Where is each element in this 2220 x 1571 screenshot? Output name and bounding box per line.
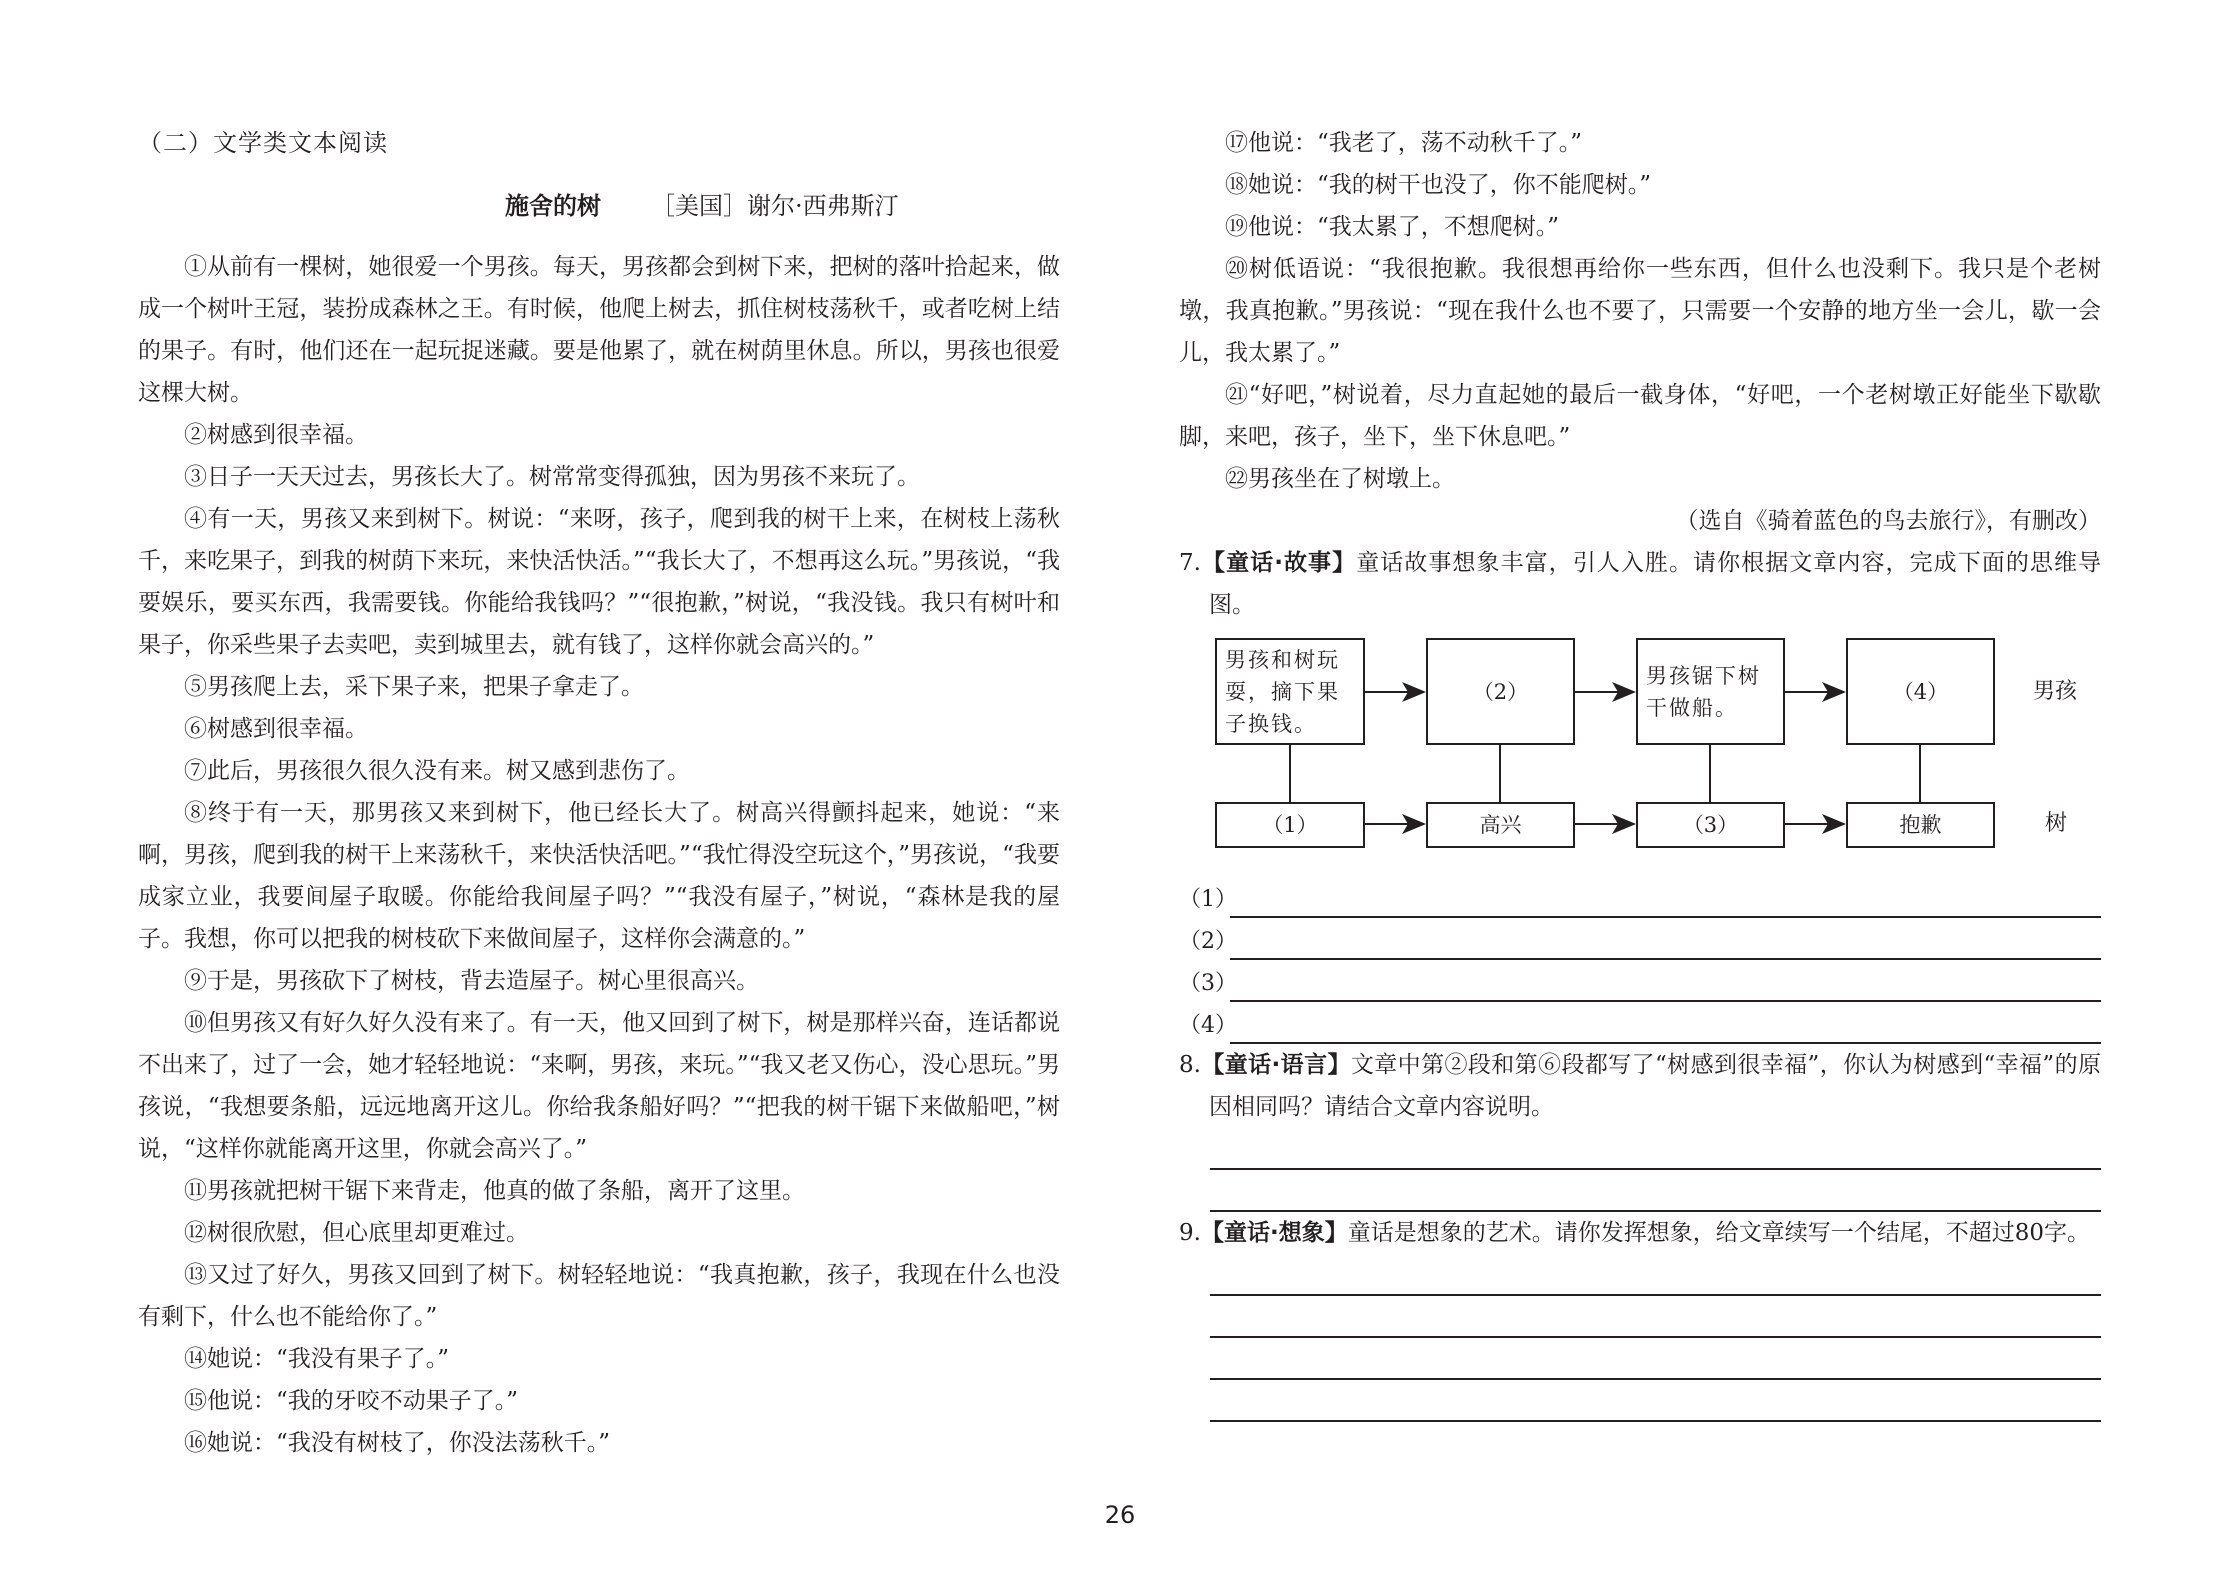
question-text: 童话故事想象丰富，引人入胜。请你根据文章内容，完成下面的思维导图。: [1209, 550, 2102, 618]
mindmap-tree-box-3: （3）: [1636, 802, 1785, 848]
paragraph: ㉑“好吧，”树说着，尽力直起她的最后一截身体，“好吧，一个老树墩正好能坐下歇歇脚，来吧，孩子，坐下，坐下休息吧。”: [1179, 382, 2101, 450]
question-number: 8.: [1179, 1052, 1201, 1078]
question-tag: 【童话·语言】: [1200, 1052, 1351, 1078]
paragraph: ⑪男孩就把树干锯下来背走，他真的做了条船，离开了这里。: [184, 1178, 805, 1204]
answer-line-q8-2[interactable]: [1210, 1170, 2101, 1212]
paragraph: ⑱她说：“我的树干也没了，你不能爬树。”: [1225, 172, 1652, 198]
paragraph: ④有一天，男孩又来到树下。树说：“来呀，孩子，爬到我的树干上来，在树枝上荡秋千，来吃果子，到我的树荫下来玩，来快活快活。”“我长大了，不想再这么玩。”男孩说，“我要娱乐，要买东西，我需要钱。你能给我钱吗？”“很抱歉，”树说，“我没钱。我只有树叶和果子，你采些果子去卖吧，卖到城里去，就有钱了，这样你就会高兴的。”: [138, 506, 1060, 658]
answer-line-1[interactable]: [1230, 886, 2101, 918]
paragraph: ㉒男孩坐在了树墩上。: [1225, 466, 1455, 492]
paragraph: ⑭她说：“我没有果子了。”: [184, 1346, 450, 1372]
question-text: 文章中第②段和第⑥段都写了“树感到很幸福”，你认为树感到“幸福”的原因相同吗？请结合文章内容说明。: [1209, 1052, 2101, 1120]
answer-label-1: （1）: [1179, 887, 1237, 912]
question-number: 9.: [1179, 1220, 1201, 1246]
answer-rows: [1179, 876, 2101, 1044]
paragraph: ③日子一天天过去，男孩长大了。树常常变得孤独，因为男孩不来玩了。: [184, 464, 920, 490]
mindmap: [1179, 638, 2101, 848]
paragraph: ⑮他说：“我的牙咬不动果子了。”: [184, 1388, 519, 1414]
question-tag: 【童话·想象】: [1200, 1220, 1348, 1246]
answer-line-4[interactable]: [1230, 1012, 2101, 1044]
page-number: 26: [1104, 1501, 1136, 1529]
question-8: [1179, 1044, 2101, 1128]
answer-line-q8-1[interactable]: [1210, 1128, 2101, 1170]
question-number: 7.: [1179, 550, 1201, 576]
article-right-column: [1179, 122, 2101, 1422]
mindmap-boy-box-1: 男孩和树玩耍，摘下果子换钱。: [1215, 638, 1365, 745]
answer-line-2[interactable]: [1230, 928, 2101, 960]
answer-row-3: [1179, 960, 2101, 1002]
paragraph: ⑲他说：“我太累了，不想爬树。”: [1225, 214, 1560, 240]
paragraph: ⑬又过了好久，男孩又回到了树下。树轻轻地说：“我真抱歉，孩子，我现在什么也没有剩下，什么也不能给你了。”: [138, 1262, 1060, 1330]
answer-line-3[interactable]: [1230, 970, 2101, 1002]
paragraph: ⑯她说：“我没有树枝了，你没法荡秋千。”: [184, 1430, 611, 1456]
paragraph: ②树感到很幸福。: [184, 422, 368, 448]
answer-label-2: （2）: [1179, 929, 1237, 954]
answer-label-4: （4）: [1179, 1013, 1237, 1038]
paragraph: ⑤男孩爬上去，采下果子来，把果子拿走了。: [184, 674, 644, 700]
answer-line-q9-1[interactable]: [1210, 1254, 2101, 1296]
paragraph: ⑨于是，男孩砍下了树枝，背去造屋子。树心里很高兴。: [184, 968, 759, 994]
answer-label-3: （3）: [1179, 971, 1237, 996]
paragraph: ⑧终于有一天，那男孩又来到树下，他已经长大了。树高兴得颤抖起来，她说：“来啊，男孩，爬到我的树干上来荡秋千，来快活快活吧。”“我忙得没空玩这个，”男孩说，“我要成家立业，我要间屋子取暖。你能给我间屋子吗？”“我没有屋子，”树说，“森林是我的屋子。我想，你可以把我的树枝砍下来做间屋子，这样你会满意的。”: [138, 800, 1060, 952]
question-tag: 【童话·故事】: [1200, 550, 1357, 576]
paragraph: ⑳树低语说：“我很抱歉。我很想再给你一些东西，但什么也没剩下。我只是个老树墩，我真抱歉。”男孩说：“现在我什么也不要了，只需要一个安静的地方坐一会儿，歇一会儿，我太累了。”: [1179, 256, 2101, 366]
mindmap-boy-box-4: （4）: [1846, 638, 1995, 745]
mindmap-tree-label: 树: [2045, 811, 2068, 836]
question-9: [1179, 1212, 2101, 1254]
mindmap-tree-box-1: （1）: [1215, 802, 1365, 848]
answer-row-2: [1179, 918, 2101, 960]
mindmap-tree-box-4: 抱歉: [1846, 802, 1995, 848]
paragraph: ⑥树感到很幸福。: [184, 716, 368, 742]
paragraph: ⑫树很欣慰，但心底里却更难过。: [184, 1220, 529, 1246]
question-text: 童话是想象的艺术。请你发挥想象，给文章续写一个结尾，不超过80字。: [1347, 1220, 2090, 1246]
paragraph: ⑦此后，男孩很久很久没有来。树又感到悲伤了。: [184, 758, 690, 784]
mindmap-boy-box-2: （2）: [1426, 638, 1575, 745]
article-source: （选自《骑着蓝色的鸟去旅行》，有删改）: [1675, 508, 2101, 534]
section-heading: （二）文学类文本阅读: [138, 129, 388, 157]
paragraph: ⑰他说：“我老了，荡不动秋千了。”: [1225, 130, 1583, 156]
mindmap-boy-box-3: 男孩锯下树干做船。: [1636, 638, 1785, 745]
answer-line-q9-2[interactable]: [1210, 1296, 2101, 1338]
article-header: [505, 185, 899, 227]
article-title: 施舍的树: [505, 192, 601, 220]
answer-row-4: [1179, 1002, 2101, 1044]
answer-line-q9-3[interactable]: [1210, 1338, 2101, 1380]
mindmap-tree-box-2: 高兴: [1426, 802, 1575, 848]
question-7: [1179, 542, 2101, 626]
article-left-column: [138, 246, 1060, 1464]
mindmap-boy-label: 男孩: [2033, 679, 2078, 704]
paragraph: ⑩但男孩又有好久好久没有来了。有一天，他又回到了树下，树是那样兴奋，连话都说不出来了，过了一会，她才轻轻地说：“来啊，男孩，来玩。”“我又老又伤心，没心思玩。”男孩说，“我想要条船，远远地离开这儿。你给我条船好吗？”“把我的树干锯下来做船吧，”树说，“这样你就能离开这里，你就会高兴了。”: [138, 1010, 1060, 1162]
answer-row-1: [1179, 876, 2101, 918]
paragraph: ①从前有一棵树，她很爱一个男孩。每天，男孩都会到树下来，把树的落叶拾起来，做成一个树叶王冠，装扮成森林之王。有时候，他爬上树去，抓住树枝荡秋千，或者吃树上结的果子。有时，他们还在一起玩捉迷藏。要是他累了，就在树荫里休息。所以，男孩也很爱这棵大树。: [138, 254, 1060, 406]
article-author: ［美国］谢尔·西弗斯汀: [651, 192, 899, 220]
answer-line-q9-4[interactable]: [1210, 1380, 2101, 1422]
